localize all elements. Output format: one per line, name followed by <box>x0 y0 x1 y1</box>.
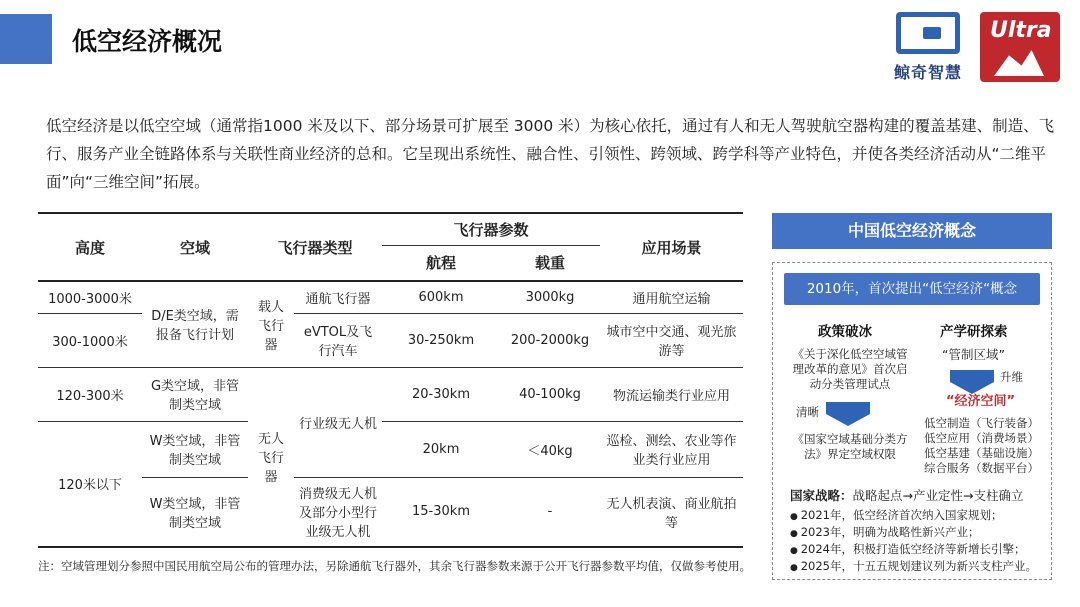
research-to: “经济空间” <box>946 394 1016 409</box>
concept-subheader: 2010年，首次提出“低空经济“概念 <box>784 273 1040 305</box>
jingqi-logo <box>888 10 968 82</box>
research-item-1: 低空制造（飞行装备） <box>924 416 1039 430</box>
manned-label: 载人飞行器 <box>248 281 294 367</box>
row1-height: 1000-3000米 <box>38 281 142 313</box>
strategy-text: 战略起点→产业定性→支柱确立 <box>852 488 1024 503</box>
row2-type: eVTOL及飞行汽车 <box>294 313 382 367</box>
table-footnote: 注：空域管理划分参照中国民用航空局公布的管理办法，另除通航飞行器外，其余飞行器参数来源于公开飞行器参数平均值，仅做参考使用。 <box>38 559 751 573</box>
policy-text-1: 《关于深化低空空域管理改革的意见》首次启动分类管理试点 <box>792 347 908 391</box>
research-arrow-label: 升维 <box>1000 370 1023 384</box>
row1-scene: 通用航空运输 <box>600 281 743 313</box>
row4-range: 20km <box>382 421 500 477</box>
row3-airspace: G类空域，非管制类空域 <box>142 367 248 421</box>
research-arrow-icon <box>950 370 994 394</box>
row3-range: 20-30km <box>382 367 500 421</box>
row12-airspace: D/E类空域，需报备飞行计划 <box>142 281 248 367</box>
ultra-logo <box>980 12 1060 82</box>
research-item-4: 综合服务（数据平台） <box>924 461 1039 475</box>
ultra-logo-icon <box>994 50 1044 76</box>
row1-load: 3000kg <box>500 281 600 313</box>
research-title: 产学研探索 <box>940 324 1008 340</box>
header-range: 航程 <box>382 245 500 281</box>
policy-text-2: 《国家空域基础分类方法》界定空域权限 <box>792 432 908 461</box>
policy-arrow-icon <box>826 402 870 426</box>
title-accent-bar <box>0 14 52 64</box>
strategy-label: 国家战略： <box>790 488 853 503</box>
row5-type: 消费级无人机及部分小型行业级无人机 <box>294 477 382 547</box>
page-title: 低空经济概况 <box>72 27 223 56</box>
header-load: 载重 <box>500 245 600 281</box>
row5-range: 15-30km <box>382 477 500 547</box>
header-aircraft-params: 飞行器参数 <box>382 213 600 245</box>
row5-scene: 无人机表演、商业航拍等 <box>600 477 743 547</box>
strategy-bullet: ● 2023年，明确为战略性新兴产业； <box>790 525 1037 542</box>
jingqi-logo-icon <box>896 12 960 54</box>
national-strategy <box>790 486 1023 504</box>
row4-airspace: W类空域，非管制类空域 <box>142 421 248 477</box>
strategy-bullets <box>790 508 1037 576</box>
row45-height: 120米以下 <box>38 421 142 547</box>
strategy-bullet: ● 2021年，低空经济首次纳入国家规划； <box>790 508 1037 525</box>
airspace-table <box>38 212 743 548</box>
intro-paragraph: 低空经济是以低空空域（通常指1000 米及以下、部分场景可扩展至 3000 米）为核心依托，通过有人和无人驾驶航空器构建的覆盖基建、制造、飞行、服务产业全链路体系与关联性商业经济的总和。它呈现出系统性、融合性、引领性、跨领域、跨学科等产业特色，并使各类经济活动从“二维平面”向“三维空间”拓展。 <box>46 117 1055 191</box>
strategy-bullet: ● 2024年，积极打造低空经济等新增长引擎； <box>790 542 1037 559</box>
row2-load: 200-2000kg <box>500 313 600 367</box>
row1-range: 600km <box>382 281 500 313</box>
header-aircraft-type: 飞行器类型 <box>248 213 382 281</box>
row2-range: 30-250km <box>382 313 500 367</box>
row1-type: 通航飞行器 <box>294 281 382 313</box>
header-scene: 应用场景 <box>600 213 743 281</box>
concept-header: 中国低空经济概念 <box>772 213 1052 249</box>
row3-scene: 物流运输类行业应用 <box>600 367 743 421</box>
row4-load: ＜40kg <box>500 421 600 477</box>
research-from: “管制区域” <box>942 347 1005 362</box>
row4-scene: 巡检、测绘、农业等作业类行业应用 <box>600 421 743 477</box>
research-item-2: 低空应用（消费场景） <box>924 431 1039 445</box>
unmanned-label: 无人飞行器 <box>248 367 294 547</box>
ultra-logo-text: Ultra <box>990 18 1052 43</box>
strategy-bullet: ● 2025年，十五五规划建议列为新兴支柱产业。 <box>790 559 1037 576</box>
research-item-3: 低空基建（基础设施） <box>924 446 1039 460</box>
policy-title: 政策破冰 <box>818 324 872 340</box>
row34-type: 行业级无人机 <box>294 367 382 477</box>
jingqi-logo-name: 鲸奇智慧 <box>893 63 962 82</box>
header-height: 高度 <box>38 213 142 281</box>
policy-arrow-label: 清晰 <box>796 405 819 419</box>
row3-load: 40-100kg <box>500 367 600 421</box>
row5-airspace: W类空域，非管制类空域 <box>142 477 248 547</box>
row3-height: 120-300米 <box>38 367 142 421</box>
row5-load: - <box>500 477 600 547</box>
header-airspace: 空域 <box>142 213 248 281</box>
row2-scene: 城市空中交通、观光旅游等 <box>600 313 743 367</box>
row2-height: 300-1000米 <box>38 313 142 367</box>
